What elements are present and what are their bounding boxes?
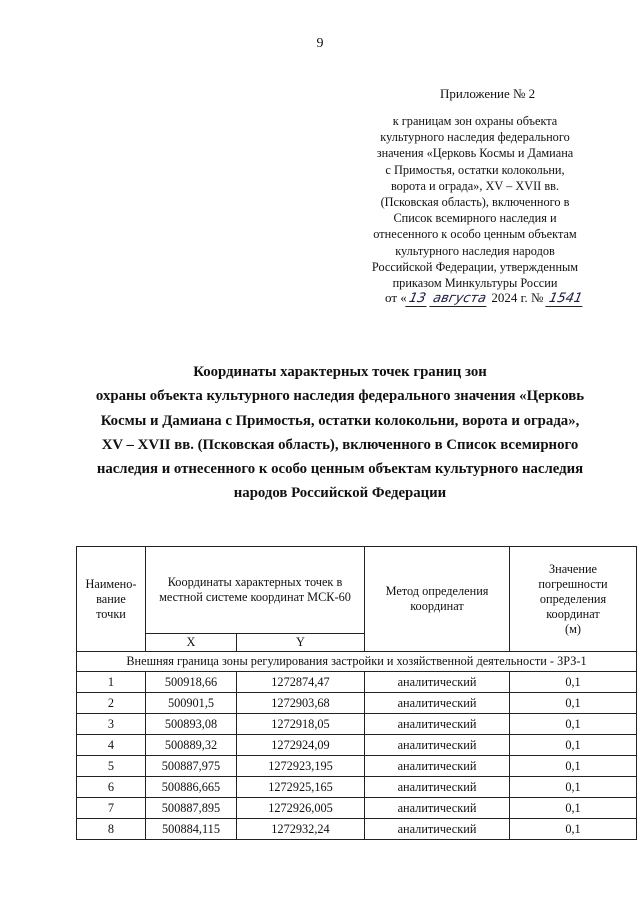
cell-method: аналитический [365, 756, 510, 777]
order-month-handwritten: августа [430, 291, 490, 307]
cell-error: 0,1 [510, 714, 637, 735]
cell-y: 1272903,68 [237, 693, 365, 714]
cell-error: 0,1 [510, 735, 637, 756]
cell-x: 500901,5 [146, 693, 237, 714]
header-x: X [146, 634, 237, 652]
cell-error: 0,1 [510, 693, 637, 714]
order-line [385, 290, 584, 307]
heading-line: наследия и отнесенного к особо ценным объектам культурного наследия [96, 461, 584, 478]
heading-line: Космы и Дамиана с Примостья, остатки колокольни, ворота и ограда», [100, 412, 580, 429]
cell-point-number: 5 [77, 756, 146, 777]
appendix-line: ворота и ограда», XV – XVII вв. [390, 178, 560, 193]
appendix-line: приказом Минкультуры России [392, 276, 558, 291]
heading-line: XV – XVII вв. (Псковская область), включенного в Список всемирного [101, 436, 579, 453]
appendix-description [360, 113, 590, 291]
table-header-row [77, 547, 637, 634]
table-row [77, 756, 637, 777]
cell-point-number: 3 [77, 714, 146, 735]
cell-point-number: 6 [77, 777, 146, 798]
appendix-line: культурного наследия федерального [380, 130, 570, 145]
table-row [77, 714, 637, 735]
table-row [77, 798, 637, 819]
cell-x: 500886,665 [146, 777, 237, 798]
cell-y: 1272932,24 [237, 819, 365, 840]
header-method: Метод определения координат [365, 547, 510, 652]
cell-method: аналитический [365, 693, 510, 714]
appendix-line: культурного наследия народов [395, 243, 555, 258]
table-row [77, 777, 637, 798]
cell-method: аналитический [365, 819, 510, 840]
cell-point-number: 8 [77, 819, 146, 840]
section-row [77, 652, 637, 672]
cell-x: 500893,08 [146, 714, 237, 735]
cell-point-number: 2 [77, 693, 146, 714]
table-row [77, 735, 637, 756]
order-year: 2024 г. № [491, 290, 544, 305]
appendix-line: к границам зон охраны объекта [392, 114, 558, 128]
cell-method: аналитический [365, 798, 510, 819]
appendix-title: Приложение № 2 [440, 86, 536, 101]
cell-error: 0,1 [510, 672, 637, 693]
table-row [77, 819, 637, 840]
order-prefix: от « [385, 290, 407, 305]
section-title: Внешняя граница зоны регулирования застройки и хозяйственной деятельности - ЗРЗ-1 [77, 652, 637, 672]
appendix-line: (Псковская область), включенного в [380, 195, 570, 210]
cell-error: 0,1 [510, 777, 637, 798]
table-row [77, 672, 637, 693]
header-point-name: Наимено- вание точки [77, 547, 146, 652]
cell-method: аналитический [365, 714, 510, 735]
cell-error: 0,1 [510, 756, 637, 777]
cell-method: аналитический [365, 777, 510, 798]
table-row [77, 693, 637, 714]
cell-y: 1272925,165 [237, 777, 365, 798]
heading-line: Координаты характерных точек границ зон [193, 364, 487, 380]
cell-x: 500884,115 [146, 819, 237, 840]
cell-x: 500887,895 [146, 798, 237, 819]
header-coordinates: Координаты характерных точек в местной системе координат МСК-60 [146, 547, 365, 634]
appendix-line: отнесенного к особо ценным объектам [373, 227, 577, 242]
cell-point-number: 7 [77, 798, 146, 819]
cell-error: 0,1 [510, 819, 637, 840]
header-y: Y [237, 634, 365, 652]
appendix-line: Российской Федерации, утвержденным [371, 259, 579, 274]
appendix-line: с Примостья, остатки колокольни, [385, 162, 565, 177]
cell-x: 500889,32 [146, 735, 237, 756]
appendix-line: значения «Церковь Космы и Дамиана [376, 146, 574, 161]
heading-line: охраны объекта культурного наследия федерального значения «Церковь [95, 388, 585, 405]
page-number: 9 [316, 36, 324, 51]
order-number-handwritten: 1541 [545, 291, 585, 307]
cell-point-number: 4 [77, 735, 146, 756]
header-error: Значение погрешности определения координат (м) [510, 547, 637, 652]
document-heading [70, 360, 610, 506]
appendix-line: Список всемирного наследия и [393, 211, 557, 226]
cell-y: 1272918,05 [237, 714, 365, 735]
coordinates-table [76, 546, 637, 840]
cell-x: 500918,66 [146, 672, 237, 693]
cell-method: аналитический [365, 735, 510, 756]
cell-point-number: 1 [77, 672, 146, 693]
cell-y: 1272923,195 [237, 756, 365, 777]
order-day-handwritten: 13 [405, 291, 429, 307]
heading-line: народов Российской Федерации [233, 485, 447, 502]
cell-y: 1272924,09 [237, 735, 365, 756]
cell-y: 1272926,005 [237, 798, 365, 819]
cell-method: аналитический [365, 672, 510, 693]
cell-y: 1272874,47 [237, 672, 365, 693]
cell-x: 500887,975 [146, 756, 237, 777]
cell-error: 0,1 [510, 798, 637, 819]
